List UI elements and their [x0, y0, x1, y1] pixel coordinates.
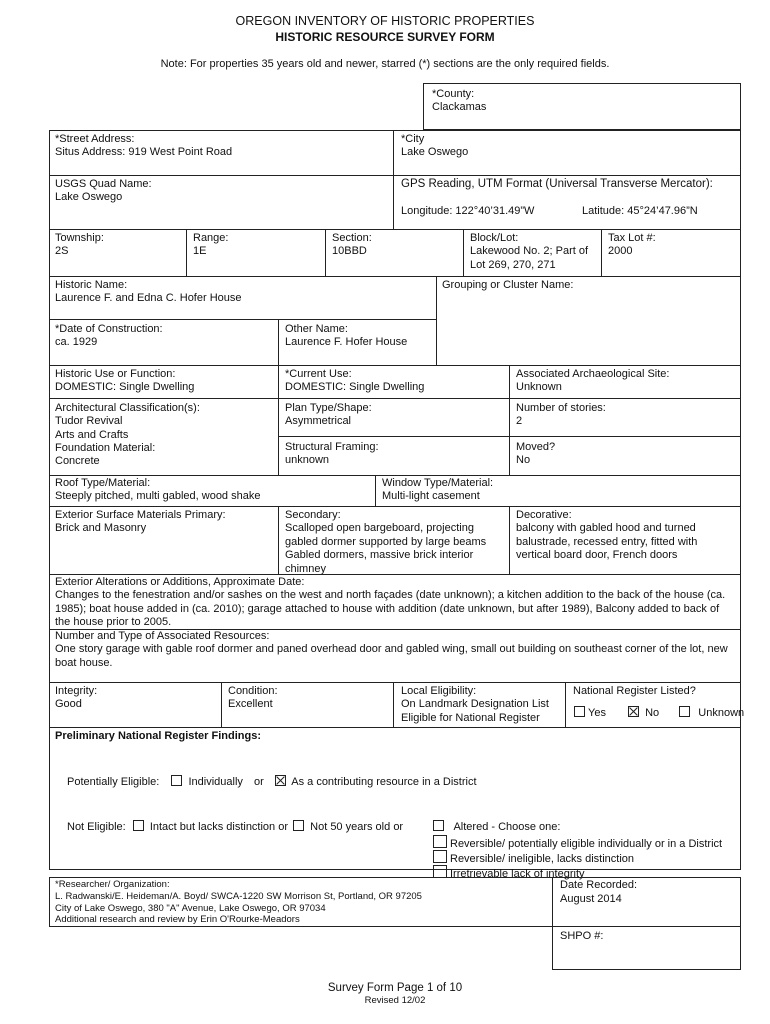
- township-label: Township:: [55, 232, 104, 244]
- or-label-1: or: [253, 776, 264, 788]
- city-label: *City: [401, 133, 425, 145]
- street-value[interactable]: Situs Address: 919 West Point Road: [55, 146, 233, 158]
- condition-label: Condition:: [228, 685, 278, 697]
- other-name-value[interactable]: Laurence F. Hofer House: [285, 336, 408, 348]
- researcher-line-2[interactable]: City of Lake Oswego, 380 "A" Avenue, Lake Oswego, OR 97034: [55, 903, 326, 914]
- potentially-eligible-row: [67, 775, 477, 790]
- district-checkbox[interactable]: [275, 775, 286, 786]
- roof-value[interactable]: Steeply pitched, multi gabled, wood shake: [55, 490, 261, 502]
- researcher-line-1[interactable]: L. Radwanski/E. Heideman/A. Boyd/ SWCA-1220 SW Morrison St, Portland, OR 97205: [55, 891, 422, 902]
- moved-value[interactable]: No: [516, 454, 531, 466]
- or-label-3: or: [393, 821, 404, 833]
- local-eligibility-value[interactable]: On Landmark Designation List Eligible for National Register: [401, 698, 549, 724]
- researcher-label: *Researcher/ Organization:: [55, 879, 170, 890]
- altered-label: Altered - Choose one:: [453, 821, 561, 833]
- date-recorded-label: Date Recorded:: [560, 879, 638, 891]
- not-eligible-label: Not Eligible:: [67, 821, 126, 833]
- not-50-checkbox[interactable]: [293, 820, 304, 831]
- plan-type-label: Plan Type/Shape:: [285, 402, 372, 414]
- surface-primary-label: Exterior Surface Materials Primary:: [55, 509, 226, 521]
- block-value[interactable]: Lakewood No. 2; Part of Lot 269, 270, 271: [470, 245, 589, 271]
- framing-label: Structural Framing:: [285, 441, 379, 453]
- individually-checkbox[interactable]: [171, 775, 182, 786]
- page-number: Survey Form Page 1 of 10: [327, 982, 463, 994]
- not-eligible-row: [67, 820, 403, 835]
- block-label: Block/Lot:: [470, 232, 519, 244]
- historic-name-value[interactable]: Laurence F. and Edna C. Hofer House: [55, 292, 242, 304]
- stories-label: Number of stories:: [516, 402, 606, 414]
- altered-checkbox[interactable]: [433, 820, 444, 831]
- foundation-label: Foundation Material:: [55, 442, 156, 454]
- section-label: Section:: [332, 232, 372, 244]
- range-value[interactable]: 1E: [193, 245, 207, 257]
- usgs-value[interactable]: Lake Oswego: [55, 191, 123, 203]
- alterations-value[interactable]: Changes to the fenestration and/or sashes on the west and north façades (date unknown); a kitchen addition to the back of the house (ca. 1985); boat house added in (ca. 2010); garage attached to house with addition (date unknown, but after 1989), Balcony added to back of the house prior to 2005.: [55, 589, 726, 628]
- window-label: Window Type/Material:: [382, 477, 494, 489]
- historic-name-label: Historic Name:: [55, 279, 128, 291]
- current-use-label: *Current Use:: [285, 368, 352, 380]
- nr-no-label: No: [645, 707, 660, 719]
- plan-type-value[interactable]: Asymmetrical: [285, 415, 352, 427]
- resources-label: Number and Type of Associated Resources:: [55, 630, 270, 642]
- or-label-2: or: [278, 821, 289, 833]
- archaeological-value[interactable]: Unknown: [516, 381, 562, 393]
- researcher-line-3[interactable]: Additional research and review by Erin O'Rourke-Meadors: [55, 914, 300, 925]
- usgs-label: USGS Quad Name:: [55, 178, 152, 190]
- foundation-value[interactable]: Concrete: [55, 455, 100, 467]
- reversible-eligible-label: Reversible/ potentially eligible individually or in a District: [450, 838, 723, 850]
- alterations-label: Exterior Alterations or Additions, Approximate Date:: [55, 576, 305, 588]
- gps-longitude[interactable]: Longitude: 122°40’31.49”W: [401, 205, 535, 217]
- construction-label: *Date of Construction:: [55, 323, 163, 335]
- altered-row: [433, 820, 560, 835]
- roof-label: Roof Type/Material:: [55, 477, 151, 489]
- findings-heading: Preliminary National Register Findings:: [55, 730, 261, 742]
- city-value[interactable]: Lake Oswego: [401, 146, 469, 158]
- township-value[interactable]: 2S: [55, 245, 69, 257]
- intact-label: Intact but lacks distinction: [149, 821, 276, 833]
- moved-label: Moved?: [516, 441, 556, 453]
- integrity-value[interactable]: Good: [55, 698, 82, 710]
- form-title: HISTORIC RESOURCE SURVEY FORM: [275, 30, 495, 44]
- form-agency-title: OREGON INVENTORY OF HISTORIC PROPERTIES: [235, 14, 535, 28]
- window-value[interactable]: Multi-light casement: [382, 490, 480, 502]
- form-note: Note: For properties 35 years old and newer, starred (*) sections are the only required fields.: [160, 58, 610, 70]
- potentially-eligible-label: Potentially Eligible:: [67, 776, 160, 788]
- range-label: Range:: [193, 232, 229, 244]
- integrity-label: Integrity:: [55, 685, 98, 697]
- intact-checkbox[interactable]: [133, 820, 144, 831]
- individually-label: Individually: [188, 776, 243, 788]
- nr-listed-options: [574, 706, 744, 721]
- construction-value[interactable]: ca. 1929: [55, 336, 98, 348]
- grouping-label: Grouping or Cluster Name:: [442, 279, 574, 291]
- archaeological-label: Associated Archaeological Site:: [516, 368, 670, 380]
- historic-use-label: Historic Use or Function:: [55, 368, 176, 380]
- gps-latitude[interactable]: Latitude: 45°24’47.96”N: [582, 205, 698, 217]
- taxlot-value[interactable]: 2000: [608, 245, 633, 257]
- date-recorded-value[interactable]: August 2014: [560, 893, 622, 905]
- irretrievable-label: Irretrievable lack of integrity: [450, 868, 585, 880]
- nr-unknown-label: Unknown: [698, 707, 745, 719]
- county-value[interactable]: Clackamas: [432, 101, 487, 113]
- not-50-label: Not 50 years old: [310, 821, 391, 833]
- reversible-ineligible-checkbox[interactable]: [433, 850, 447, 863]
- framing-value[interactable]: unknown: [285, 454, 330, 466]
- stories-value[interactable]: 2: [516, 415, 523, 427]
- decorative-label: Decorative:: [516, 509, 572, 521]
- taxlot-label: Tax Lot #:: [608, 232, 656, 244]
- nr-unknown-checkbox[interactable]: [679, 706, 690, 717]
- historic-use-value[interactable]: DOMESTIC: Single Dwelling: [55, 381, 195, 393]
- nr-listed-label: National Register Listed?: [573, 685, 696, 697]
- condition-value[interactable]: Excellent: [228, 698, 273, 710]
- current-use-value[interactable]: DOMESTIC: Single Dwelling: [285, 381, 425, 393]
- street-label: *Street Address:: [55, 133, 135, 145]
- nr-yes-label: Yes: [588, 707, 606, 719]
- revised-date: Revised 12/02: [364, 995, 426, 1006]
- secondary-value[interactable]: Scalloped open bargeboard, projecting gabled dormer supported by large beams Gabled dormers, massive brick interior chimney: [285, 522, 487, 575]
- decorative-value[interactable]: balcony with gabled hood and turned balustrade, recessed entry, fitted with vertical board door, French doors: [516, 522, 698, 561]
- shpo-label: SHPO #:: [560, 930, 604, 942]
- district-label: As a contributing resource in a District: [291, 776, 477, 788]
- reversible-eligible-checkbox[interactable]: [433, 835, 447, 848]
- resources-value[interactable]: One story garage with gable roof dormer and paned overhead door and gabled wing, small out building on southeast corner of the lot, new boat house.: [55, 643, 728, 669]
- nr-yes-checkbox[interactable]: [574, 706, 585, 717]
- county-label: *County:: [432, 88, 475, 100]
- nr-no-checkbox[interactable]: [628, 706, 639, 717]
- reversible-ineligible-label: Reversible/ ineligible, lacks distinction: [450, 853, 635, 865]
- local-eligibility-label: Local Eligibility:: [401, 685, 477, 697]
- other-name-label: Other Name:: [285, 323, 348, 335]
- gps-label: GPS Reading, UTM Format (Universal Transverse Mercator):: [401, 178, 713, 190]
- arch-class-label: Architectural Classification(s):: [55, 402, 200, 414]
- surface-primary-value[interactable]: Brick and Masonry: [55, 522, 147, 534]
- section-value[interactable]: 10BBD: [332, 245, 367, 257]
- secondary-label: Secondary:: [285, 509, 341, 521]
- arch-class-value[interactable]: Tudor Revival Arts and Crafts: [55, 415, 129, 441]
